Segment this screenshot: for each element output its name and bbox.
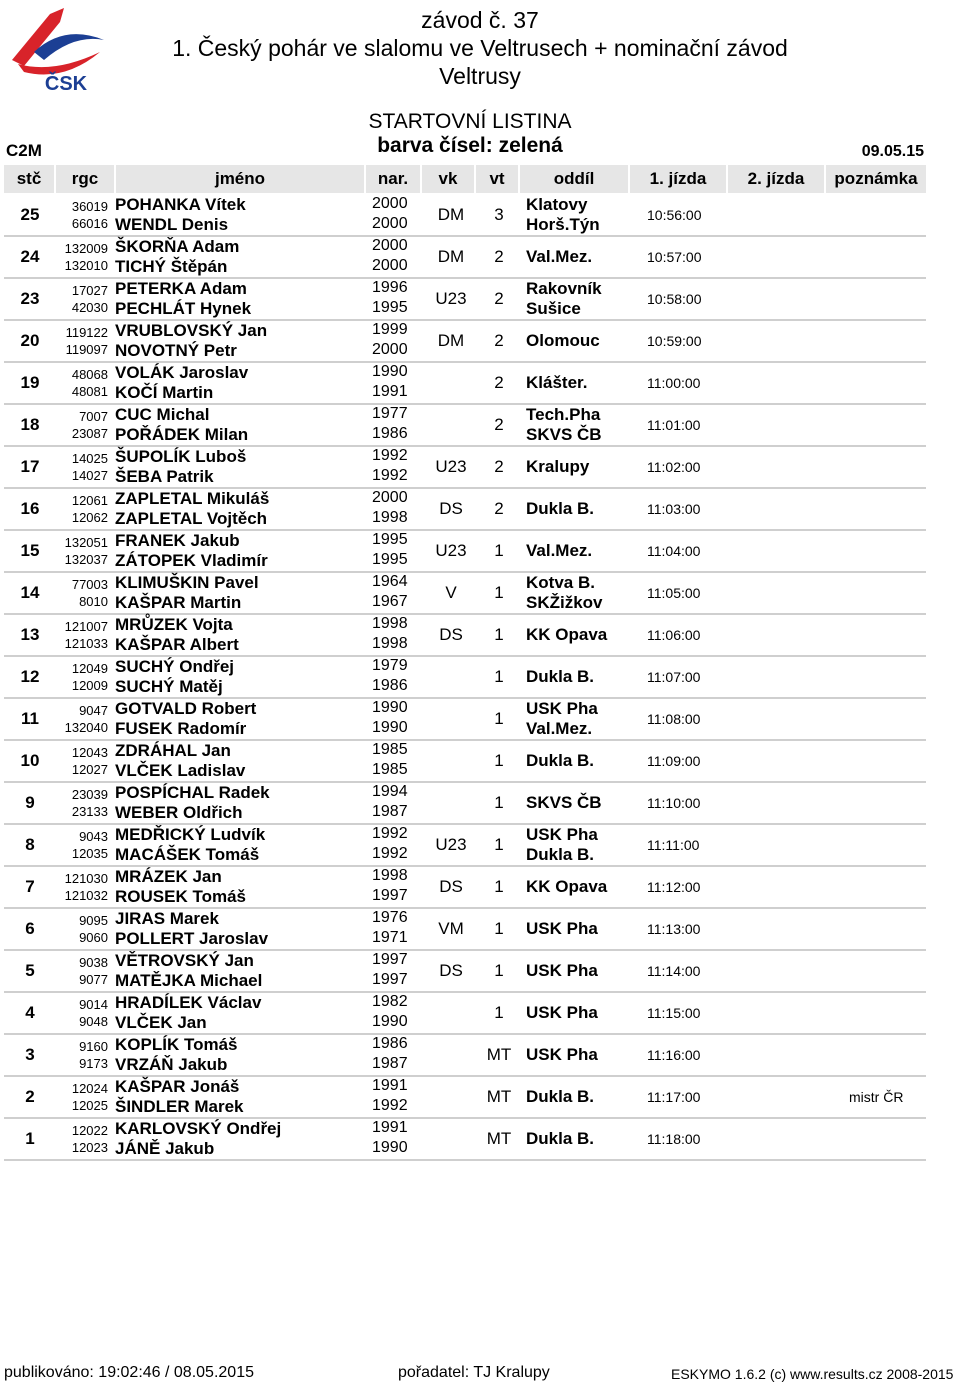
reg-number: 8010	[79, 594, 108, 609]
reg-number: 9077	[79, 972, 108, 987]
performance-class: 1	[494, 667, 504, 686]
club: USK Pha	[526, 1045, 598, 1064]
age-category: DM	[437, 247, 465, 266]
club: SKVS ČB	[526, 425, 602, 444]
club: Sušice	[526, 299, 581, 318]
competitor-name: JIRAS Marek	[115, 909, 219, 928]
age-category: VM	[438, 919, 464, 938]
reg-number: 7007	[79, 409, 108, 424]
col-stc: stč	[4, 165, 56, 193]
birth-year: 1986	[372, 1035, 408, 1052]
col-year: nar.	[366, 165, 422, 193]
performance-class: 1	[494, 625, 504, 644]
competitor-name: MRÁZEK Jan	[115, 867, 222, 886]
birth-year: 1976	[372, 909, 408, 926]
reg-number: 12061	[71, 493, 108, 508]
club: Dukla B.	[526, 1129, 595, 1148]
start-list	[4, 195, 926, 1161]
start-number: 18	[20, 415, 40, 434]
birth-year: 1987	[372, 803, 408, 820]
note: mistr ČR	[849, 1089, 904, 1105]
club: Val.Mez.	[526, 247, 593, 266]
birth-year: 1995	[372, 299, 408, 316]
birth-year: 1990	[372, 363, 408, 380]
reg-number: 12035	[71, 846, 108, 861]
reg-number: 132040	[64, 720, 108, 735]
competitor-name: ZÁTOPEK Vladimír	[115, 551, 268, 570]
reg-number: 12024	[71, 1081, 108, 1096]
competitor-name: KAŠPAR Martin	[115, 593, 242, 612]
organizer: pořadatel: TJ Kralupy	[398, 1364, 550, 1381]
competitor-name: WEBER Oldřich	[115, 803, 243, 822]
club: USK Pha	[526, 919, 598, 938]
competitor-name: MATĚJKA Michael	[115, 971, 263, 990]
start-number: 14	[20, 583, 40, 602]
birth-year: 1991	[372, 1119, 408, 1136]
competitor-name: KAŠPAR Albert	[115, 635, 239, 654]
competitor-name: TICHÝ Štěpán	[115, 257, 228, 276]
club: Kralupy	[526, 457, 590, 476]
age-category: DM	[437, 331, 465, 350]
run1-time: 11:17:00	[647, 1089, 701, 1105]
list-title: STARTOVNÍ LISTINA	[368, 110, 572, 133]
start-number: 8	[25, 835, 35, 854]
performance-class: 1	[494, 541, 504, 560]
col-run2: 2. jízda	[728, 165, 826, 193]
run1-time: 11:16:00	[647, 1047, 701, 1063]
birth-year: 1986	[372, 425, 408, 442]
reg-number: 14027	[71, 468, 108, 483]
logo-text: ČSK	[44, 73, 88, 95]
performance-class: 2	[494, 331, 504, 350]
reg-number: 23133	[71, 804, 108, 819]
reg-number: 12009	[71, 678, 108, 693]
start-number: 10	[20, 751, 40, 770]
reg-number: 121032	[64, 888, 108, 903]
performance-class: 2	[494, 499, 504, 518]
col-rgc: rgc	[56, 165, 116, 193]
birth-year: 1998	[372, 635, 408, 652]
birth-year: 1986	[372, 677, 408, 694]
competitor-name: ROUSEK Tomáš	[115, 887, 246, 906]
reg-number: 48081	[71, 384, 108, 399]
start-number: 15	[20, 541, 40, 560]
birth-year: 2000	[372, 257, 408, 274]
reg-number: 9060	[79, 930, 108, 945]
competitor-name: VRZÁŇ Jakub	[115, 1055, 228, 1074]
birth-year: 1992	[372, 1097, 408, 1114]
competitor-name: FRANEK Jakub	[115, 531, 240, 550]
competitor-name: KARLOVSKÝ Ondřej	[115, 1119, 282, 1138]
reg-number: 17027	[71, 283, 108, 298]
birth-year: 1992	[372, 447, 408, 464]
club: Dukla B.	[526, 499, 595, 518]
club: Horš.Týn	[526, 215, 600, 234]
table-row	[4, 449, 926, 489]
performance-class: 2	[494, 415, 504, 434]
start-number: 11	[21, 709, 39, 728]
club: Dukla B.	[526, 667, 595, 686]
competitor-name: KAŠPAR Jonáš	[115, 1077, 240, 1096]
competitor-name: ŠKORŇA Adam	[115, 237, 240, 256]
birth-year: 1998	[372, 509, 408, 526]
performance-class: 1	[494, 793, 504, 812]
competitor-name: SUCHÝ Matěj	[115, 677, 223, 696]
birth-year: 1985	[372, 761, 408, 778]
reg-number: 12022	[71, 1123, 108, 1138]
age-category: U23	[435, 541, 467, 560]
start-number: 9	[25, 793, 35, 812]
birth-year: 1992	[372, 825, 408, 842]
birth-year: 2000	[372, 489, 408, 506]
start-number: 3	[25, 1045, 35, 1064]
reg-number: 9043	[79, 829, 108, 844]
table-row	[4, 1121, 926, 1161]
birth-year: 2000	[372, 341, 408, 358]
club: KK Opava	[526, 625, 608, 644]
reg-number: 36019	[71, 199, 108, 214]
birth-year: 1964	[372, 573, 408, 590]
competitor-name: KOPLÍK Tomáš	[115, 1035, 238, 1054]
age-category: DS	[439, 499, 463, 518]
start-number: 19	[20, 373, 40, 392]
reg-number: 9160	[79, 1039, 108, 1054]
table-row	[4, 407, 926, 447]
table-row	[4, 323, 926, 363]
run1-time: 11:12:00	[647, 879, 701, 895]
competitor-name: POLLERT Jaroslav	[115, 929, 269, 948]
competitor-name: POŘÁDEK Milan	[115, 425, 249, 444]
competitor-name: POHANKA Vítek	[115, 195, 246, 214]
birth-year: 2000	[372, 195, 408, 212]
run1-time: 11:02:00	[647, 459, 701, 475]
competitor-name: FUSEK Radomír	[115, 719, 247, 738]
competitor-name: ZAPLETAL Vojtěch	[115, 509, 268, 528]
competitor-name: KLIMUŠKIN Pavel	[115, 573, 259, 592]
performance-class: MT	[486, 1129, 512, 1148]
competitor-name: VOLÁK Jaroslav	[115, 363, 249, 382]
birth-year: 1990	[372, 719, 408, 736]
competitor-name: VLČEK Ladislav	[115, 761, 246, 780]
reg-number: 132037	[64, 552, 108, 567]
start-number: 23	[20, 289, 40, 308]
race-place: Veltrusy	[439, 63, 521, 89]
table-row	[4, 281, 926, 321]
club: USK Pha	[526, 825, 598, 844]
reg-number: 9048	[79, 1014, 108, 1029]
reg-number: 132051	[64, 535, 108, 550]
col-vt: vt	[476, 165, 520, 193]
competitor-name: ZDRÁHAL Jan	[115, 741, 231, 760]
run1-time: 11:15:00	[647, 1005, 701, 1021]
performance-class: 1	[494, 583, 504, 602]
reg-number: 121033	[64, 636, 108, 651]
competitor-name: JÁNĚ Jakub	[115, 1139, 215, 1158]
performance-class: MT	[486, 1087, 512, 1106]
age-category: DM	[437, 205, 465, 224]
club: SKVS ČB	[526, 793, 602, 812]
start-number: 25	[20, 205, 40, 224]
run1-time: 10:58:00	[647, 291, 702, 307]
birth-year: 1998	[372, 867, 408, 884]
reg-number: 9173	[79, 1056, 108, 1071]
software-credit: ESKYMO 1.6.2 (c) www.results.cz 2008-2015	[671, 1366, 954, 1382]
competitor-name: MACÁŠEK Tomáš	[115, 845, 260, 864]
run1-time: 10:57:00	[647, 249, 702, 265]
start-number: 20	[20, 331, 40, 350]
club: Klášter.	[526, 373, 588, 392]
reg-number: 12023	[71, 1140, 108, 1155]
competitor-name: SUCHÝ Ondřej	[115, 657, 235, 676]
table-row	[4, 701, 926, 741]
table-row	[4, 785, 926, 825]
birth-year: 1967	[372, 593, 408, 610]
reg-number: 121007	[64, 619, 108, 634]
start-number: 4	[25, 1003, 35, 1022]
race-date: 09.05.15	[861, 143, 924, 160]
birth-year: 1998	[372, 615, 408, 632]
birth-year: 2000	[372, 215, 408, 232]
competitor-name: ŠUPOLÍK Luboš	[115, 447, 247, 466]
col-vk: vk	[422, 165, 476, 193]
club: Kotva B.	[526, 573, 595, 592]
performance-class: 1	[494, 709, 504, 728]
table-row	[4, 365, 926, 405]
birth-year: 1995	[372, 551, 408, 568]
table-row	[4, 533, 926, 573]
start-number: 6	[25, 919, 35, 938]
competitor-name: HRADÍLEK Václav	[115, 993, 262, 1012]
start-number: 7	[25, 877, 35, 896]
club: Tech.Pha	[526, 405, 601, 424]
start-number: 12	[20, 667, 40, 686]
birth-year: 2000	[372, 237, 408, 254]
birth-year: 1987	[372, 1055, 408, 1072]
club: KK Opava	[526, 877, 608, 896]
birth-year: 1997	[372, 971, 408, 988]
birth-year: 1982	[372, 993, 408, 1010]
age-category: V	[445, 583, 457, 602]
competitor-name: VĚTROVSKÝ Jan	[115, 951, 254, 970]
run1-time: 11:01:00	[647, 417, 701, 433]
performance-class: 2	[494, 247, 504, 266]
birth-year: 1992	[372, 845, 408, 862]
club: USK Pha	[526, 699, 598, 718]
run1-time: 11:04:00	[647, 543, 701, 559]
start-number: 17	[20, 457, 40, 476]
table-row	[4, 239, 926, 279]
col-run1: 1. jízda	[630, 165, 728, 193]
run1-time: 11:14:00	[647, 963, 701, 979]
reg-number: 9047	[79, 703, 108, 718]
age-category: U23	[435, 457, 467, 476]
club: USK Pha	[526, 1003, 598, 1022]
published-info: publikováno: 19:02:46 / 08.05.2015	[4, 1364, 254, 1381]
run1-time: 11:13:00	[647, 921, 701, 937]
competitor-name: GOTVALD Robert	[115, 699, 257, 718]
performance-class: 2	[494, 373, 504, 392]
start-number: 16	[20, 499, 40, 518]
reg-number: 119122	[65, 325, 108, 340]
reg-number: 12025	[71, 1098, 108, 1113]
reg-number: 9095	[79, 913, 108, 928]
performance-class: 2	[494, 289, 504, 308]
club: Dukla B.	[526, 845, 595, 864]
reg-number: 23039	[71, 787, 108, 802]
age-category: U23	[435, 289, 467, 308]
age-category: DS	[439, 961, 463, 980]
competitor-name: NOVOTNÝ Petr	[115, 341, 237, 360]
reg-number: 132010	[64, 258, 108, 273]
table-row	[4, 827, 926, 867]
birth-year: 1979	[372, 657, 408, 674]
table-row	[4, 743, 926, 783]
reg-number: 12049	[71, 661, 108, 676]
reg-number: 12062	[71, 510, 108, 525]
birth-year: 1997	[372, 951, 408, 968]
start-number: 2	[25, 1087, 35, 1106]
birth-year: 1994	[372, 783, 408, 800]
club: Olomouc	[526, 331, 600, 350]
birth-year: 1990	[372, 1013, 408, 1030]
reg-number: 121030	[64, 871, 108, 886]
club: Klatovy	[526, 195, 588, 214]
competitor-name: ŠINDLER Marek	[115, 1097, 244, 1116]
run1-time: 10:56:00	[647, 207, 702, 223]
race-number: závod č. 37	[421, 7, 539, 33]
col-note: poznámka	[826, 165, 926, 193]
table-row	[4, 659, 926, 699]
birth-year: 1991	[372, 383, 408, 400]
club: SKŽižkov	[526, 593, 603, 612]
competitor-name: VLČEK Jan	[115, 1013, 207, 1032]
run1-time: 11:18:00	[647, 1131, 701, 1147]
birth-year: 1992	[372, 467, 408, 484]
reg-number: 12027	[71, 762, 108, 777]
reg-number: 12043	[71, 745, 108, 760]
table-header	[4, 165, 926, 193]
run1-time: 11:07:00	[647, 669, 701, 685]
reg-number: 66016	[71, 216, 108, 231]
birth-year: 1996	[372, 279, 408, 296]
competitor-name: POSPÍCHAL Radek	[115, 783, 270, 802]
club: Dukla B.	[526, 1087, 595, 1106]
start-number: 1	[25, 1129, 35, 1148]
table-row	[4, 869, 926, 909]
table-row	[4, 995, 926, 1035]
table-row	[4, 1079, 926, 1119]
birth-year: 1977	[372, 405, 408, 422]
start-number: 13	[20, 625, 40, 644]
age-category: DS	[439, 625, 463, 644]
run1-time: 11:08:00	[647, 711, 701, 727]
club: Dukla B.	[526, 751, 595, 770]
reg-number: 9014	[79, 997, 108, 1012]
competitor-name: WENDL Denis	[115, 215, 229, 234]
age-category: DS	[439, 877, 463, 896]
col-club: oddíl	[520, 165, 630, 193]
club: Rakovník	[526, 279, 602, 298]
table-row	[4, 197, 926, 237]
start-number: 24	[20, 247, 40, 266]
run1-time: 10:59:00	[647, 333, 702, 349]
birth-year: 1991	[372, 1077, 408, 1094]
club: Val.Mez.	[526, 541, 593, 560]
performance-class: 1	[494, 835, 504, 854]
competitor-name: KOČÍ Martin	[115, 383, 214, 402]
competitor-name: PECHLÁT Hynek	[115, 299, 252, 318]
table-row	[4, 953, 926, 993]
birth-year: 1997	[372, 887, 408, 904]
reg-number: 77003	[71, 577, 108, 592]
competitor-name: MRŮZEK Vojta	[115, 615, 233, 634]
competitor-name: ŠEBA Patrik	[115, 467, 214, 486]
col-name: jméno	[116, 165, 366, 193]
run1-time: 11:06:00	[647, 627, 701, 643]
performance-class: 1	[494, 877, 504, 896]
race-name: 1. Český pohár ve slalomu ve Veltrusech + nominační závod	[172, 35, 788, 61]
reg-number: 132009	[64, 241, 108, 256]
reg-number: 23087	[71, 426, 108, 441]
performance-class: 1	[494, 961, 504, 980]
competitor-name: MEDŘICKÝ Ludvík	[115, 825, 266, 844]
competitor-name: VRUBLOVSKÝ Jan	[115, 321, 268, 340]
competitor-name: PETERKA Adam	[115, 279, 247, 298]
performance-class: 3	[494, 205, 504, 224]
birth-year: 1990	[372, 1139, 408, 1156]
performance-class: 1	[494, 919, 504, 938]
birth-year: 1971	[372, 929, 408, 946]
table-row	[4, 617, 926, 657]
birth-year: 1990	[372, 699, 408, 716]
bib-color: barva čísel: zelená	[377, 134, 563, 157]
run1-time: 11:03:00	[647, 501, 701, 517]
reg-number: 48068	[71, 367, 108, 382]
table-row	[4, 911, 926, 951]
birth-year: 1995	[372, 531, 408, 548]
table-row	[4, 1037, 926, 1077]
run1-time: 11:05:00	[647, 585, 701, 601]
performance-class: MT	[486, 1045, 512, 1064]
start-number: 5	[25, 961, 35, 980]
club: Val.Mez.	[526, 719, 593, 738]
performance-class: 2	[494, 457, 504, 476]
performance-class: 1	[494, 751, 504, 770]
run1-time: 11:00:00	[647, 375, 701, 391]
run1-time: 11:10:00	[647, 795, 701, 811]
performance-class: 1	[494, 1003, 504, 1022]
category: C2M	[6, 141, 42, 160]
table-row	[4, 575, 926, 615]
age-category: U23	[435, 835, 467, 854]
birth-year: 1985	[372, 741, 408, 758]
table-row	[4, 491, 926, 531]
run1-time: 11:09:00	[647, 753, 701, 769]
reg-number: 119097	[65, 342, 108, 357]
reg-number: 42030	[71, 300, 108, 315]
competitor-name: ZAPLETAL Mikuláš	[115, 489, 270, 508]
reg-number: 9038	[79, 955, 108, 970]
club: USK Pha	[526, 961, 598, 980]
run1-time: 11:11:00	[647, 837, 700, 853]
reg-number: 14025	[71, 451, 108, 466]
competitor-name: CUC Michal	[115, 405, 210, 424]
birth-year: 1999	[372, 321, 408, 338]
